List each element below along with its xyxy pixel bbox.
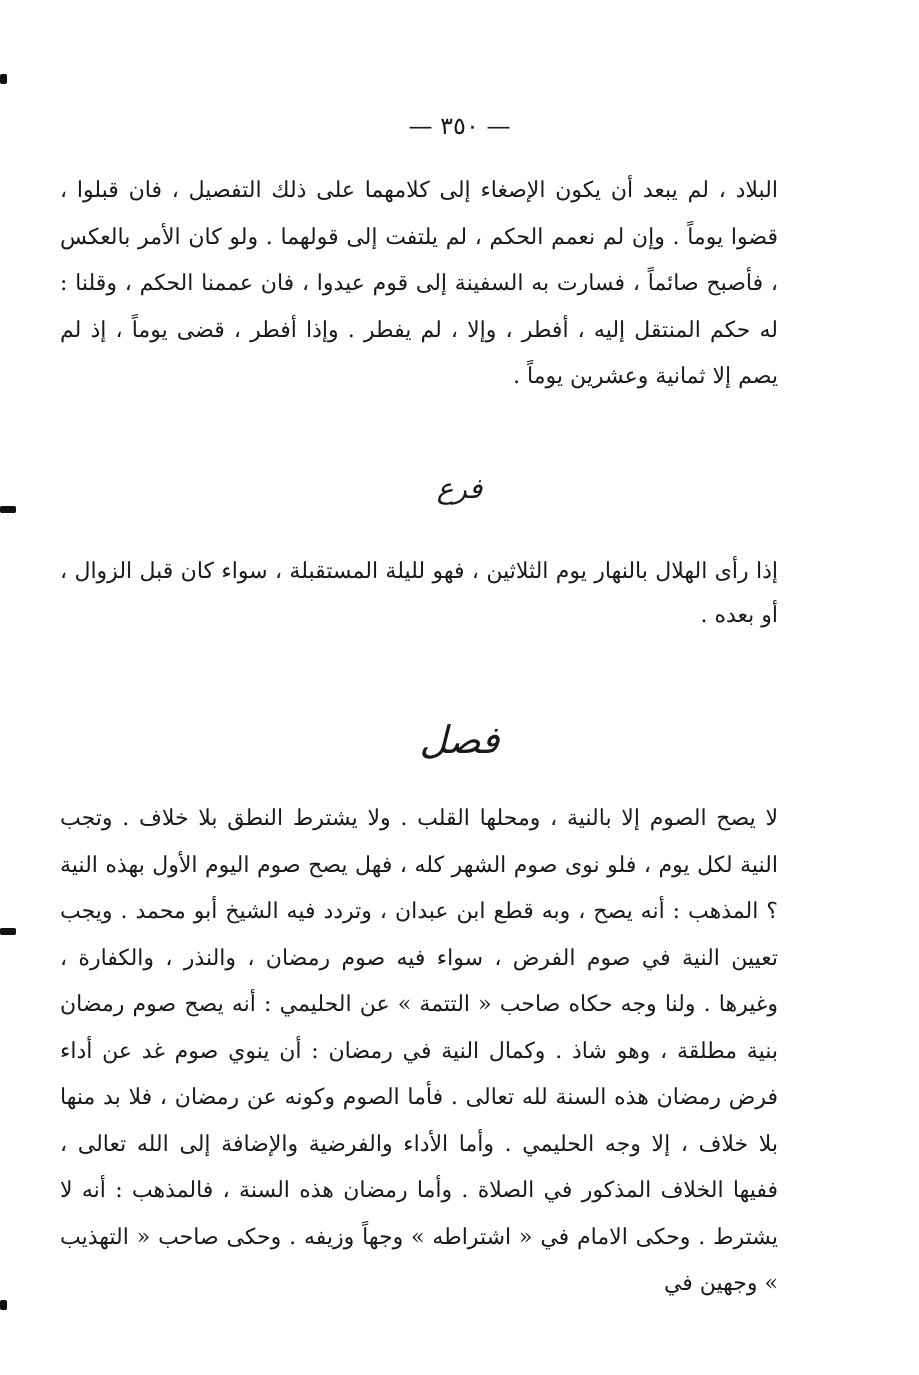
scan-mark-upper bbox=[0, 506, 16, 513]
paragraph: البلاد ، لم يبعد أن يكون الإصغاء إلى كلامهما على ذلك التفصيل ، فان قبلوا ، قضوا يوماً . وإن لم نعمم الحكم ، لم يلتفت إلى قولهما . ولو كان الأمر بالعكس ، فأصبح صائماً ، فسارت به السفينة إلى قوم عيدوا ، فان عممنا الحكم ، وقلنا : له حكم المنتقل إليه ، أفطر ، وإلا ، لم يفطر . وإذا أفطر ، قضى يوماً ، إذ لم يصم إلا ثمانية وعشرين يوماً . bbox=[60, 178, 778, 389]
text-block-fasl bbox=[60, 796, 778, 1308]
paragraph: لا يصح الصوم إلا بالنية ، ومحلها القلب . ولا يشترط النطق بلا خلاف . وتجب النية لكل يوم ، فلو نوى صوم الشهر كله ، فهل يصح صوم اليوم الأول بهذه النية ؟ المذهب : أنه يصح ، وبه قطع ابن عبدان ، وتردد فيه الشيخ أبو محمد . ويجب تعيين النية في صوم الفرض ، سواء فيه صوم رمضان ، والنذر ، والكفارة ، وغيرها . ولنا وجه حكاه صاحب « التتمة » عن الحليمي : أنه يصح صوم رمضان بنية مطلقة ، وهو شاذ . وكمال النية في رمضان : أن ينوي صوم غد عن أداء فرض رمضان هذه السنة لله تعالى . فأما الصوم وكونه عن رمضان ، فلا بد منها بلا خلاف ، إلا وجه الحليمي . وأما الأداء والفرضية والإضافة إلى الله تعالى ، ففيها الخلاف المذكور في الصلاة . وأما رمضان هذه السنة ، فالمذهب : أنه لا يشترط . وحكى الامام في « اشتراطه » وجهاً وزيفه . وحكى صاحب « التهذيب » وجهين في bbox=[60, 806, 778, 1296]
text-block-far bbox=[60, 550, 778, 638]
paragraph: إذا رأى الهلال بالنهار يوم الثلاثين ، فهو لليلة المستقبلة ، سواء كان قبل الزوال ، أو بعده . bbox=[60, 559, 778, 628]
scan-mark-bottom bbox=[0, 1300, 7, 1310]
page-number: — ٣٥٠ — bbox=[408, 112, 511, 140]
scan-mark-lower bbox=[0, 928, 16, 935]
text-block-continuation bbox=[60, 168, 778, 401]
section-heading-fasl: فصل bbox=[419, 718, 500, 762]
scan-mark-top bbox=[0, 74, 7, 84]
section-heading-far: فرع bbox=[436, 472, 483, 505]
